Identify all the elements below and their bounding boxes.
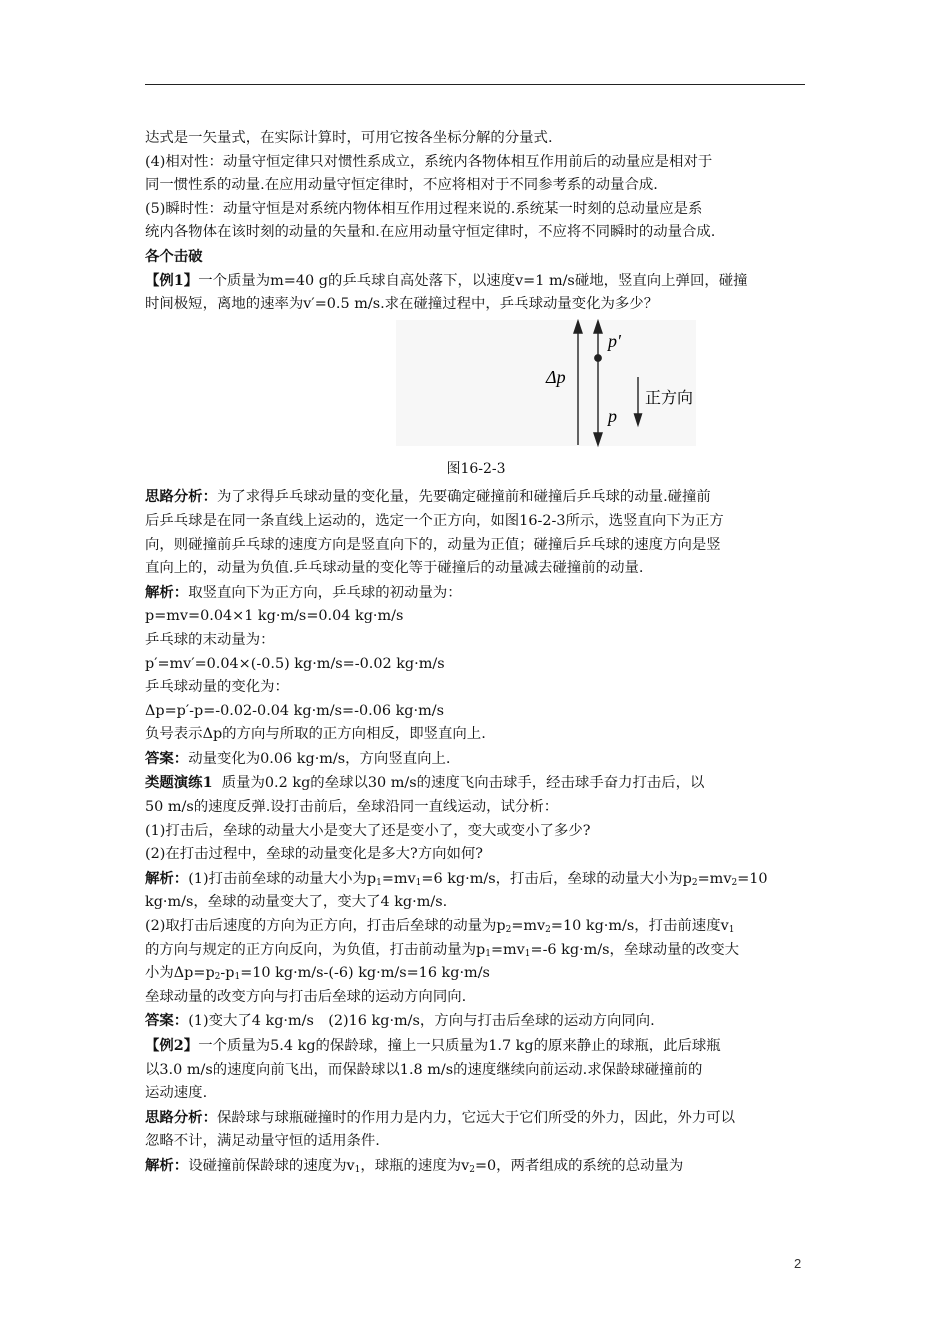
example1-line2: 时间极短，离地的速率为v′=0.5 m/s.求在碰撞过程中，乒乓球动量变化为多少？ [145, 296, 659, 313]
page-content [145, 127, 807, 1179]
header-rule [145, 84, 805, 85]
solution1-line6: Δp=p′-p=-0.02-0.04 kg·m/s=-0.06 kg·m/s [145, 702, 444, 719]
label-delta-p: Δp [546, 366, 566, 387]
practice1-line2: 50 m/s的速度反弹.设打击前后，垒球沿同一直线运动，试分析： [145, 799, 559, 816]
text-line: (4)相对性：动量守恒定律只对惯性系成立，系统内各物体相互作用前后的动量应是相对于 [145, 153, 713, 170]
solution2-label: 解析： [145, 869, 189, 887]
analysis2-line2: 忽略不计，满足动量守恒的适用条件. [145, 1133, 380, 1150]
page-number: 2 [794, 1256, 802, 1271]
solution2-line3: (2)取打击后速度的方向为正方向，打击后垒球的动量为$p_2=mv_2=10$ kg·m/s，打击前速度$v_1$ [145, 918, 735, 936]
label-p-prime: p′ [608, 330, 621, 351]
figure-16-2-3 [145, 317, 807, 457]
solution1-line2: p=mv=0.04×1 kg·m/s=0.04 kg·m/s [145, 608, 404, 625]
solution1-line7: 负号表示Δp的方向与所取的正方向相反，即竖直向上. [145, 726, 486, 743]
example2-line1: 【例2】一个质量为5.4 kg的保龄球，撞上一只质量为1.7 kg的原来静止的球瓶，此后球瓶 [145, 1037, 721, 1054]
analysis2-label: 思路分析： [145, 1108, 217, 1126]
section-heading: 各个击破 [145, 247, 203, 265]
analysis2-line1: 思路分析：保龄球与球瓶碰撞时的作用力是内力，它远大于它们所受的外力，因此，外力可以 [145, 1108, 736, 1126]
solution1-line5: 乒乓球动量的变化为： [145, 679, 289, 696]
practice1-label: 类题演练1 [145, 774, 213, 792]
ball-point [595, 355, 601, 361]
practice1-q1: (1)打击后，垒球的动量大小是变大了还是变小了，变大或变小了多少? [145, 822, 591, 839]
solution2-line5: 小为$\Delta p=p_2-p_1=10$ kg·m/s-(-6) kg·m/s=16 kg·m/s [145, 965, 490, 983]
text-line: 同一惯性系的动量.在应用动量守恒定律时，不应将相对于不同参考系的动量合成. [145, 177, 658, 194]
figure-caption: 图16-2-3 [446, 460, 506, 477]
solution2-line2: kg·m/s，垒球的动量变大了，变大了4 kg·m/s. [145, 894, 448, 911]
solution1-line1: 解析：取竖直向下为正方向，乒乓球的初动量为： [145, 583, 462, 601]
solution3-label: 解析： [145, 1156, 189, 1174]
text-line: 达式是一矢量式，在实际计算时，可用它按各坐标分解的分量式. [145, 130, 553, 146]
analysis1-line3: 向，则碰撞前乒乓球的速度方向是竖直向下的，动量为正值；碰撞后乒乓球的速度方向是竖 [145, 536, 721, 553]
solution2-line6: 垒球动量的改变方向与打击后垒球的运动方向同向. [145, 988, 467, 1005]
text-line: 统内各物体在该时刻的动量的矢量和.在应用动量守恒定律时，不应将不同瞬时的动量合成. [145, 224, 716, 241]
text-line: (5)瞬时性：动量守恒是对系统内物体相互作用过程来说的.系统某一时刻的总动量应是系 [145, 200, 703, 217]
answer1: 答案：动量变化为0.06 kg·m/s，方向竖直向上. [145, 749, 451, 767]
label-positive-direction: 正方向 [645, 387, 694, 407]
example2-label: 【例2】 [145, 1037, 199, 1054]
solution2-line1: 解析：(1)打击前垒球的动量大小为$p_1=mv_1=6$ kg·m/s，打击后，垒球的动量大小为$p_2=mv_2=10$ [145, 869, 768, 888]
example2-line2: 以3.0 m/s的速度向前飞出，而保龄球以1.8 m/s的速度继续向前运动.求保龄球碰撞前的 [145, 1061, 703, 1078]
analysis1-line2: 后乒乓球是在同一条直线上运动的，选定一个正方向，如图16-2-3所示，选竖直向下为正方 [145, 512, 724, 529]
answer1-label: 答案： [145, 749, 189, 767]
example1-label: 【例1】 [145, 271, 199, 289]
practice1-q2: (2)在打击过程中，垒球的动量变化是多大?方向如何? [145, 846, 484, 863]
momentum-diagram [395, 319, 705, 457]
solution2-line4: 的方向与规定的正方向反向，为负值，打击前动量为$p_1=mv_1=-6$ kg·m/s，垒球动量的改变大 [145, 941, 740, 959]
answer2-label: 答案： [145, 1012, 189, 1030]
answer2: 答案：(1)变大了4 kg·m/s (2)16 kg·m/s，方向与打击后垒球的运动方向同向. [145, 1012, 655, 1030]
solution1-line4: p′=mv′=0.04×(-0.5) kg·m/s=-0.02 kg·m/s [145, 655, 445, 672]
solution1-line3: 乒乓球的末动量为： [145, 631, 275, 648]
example2-line3: 运动速度. [145, 1085, 208, 1102]
analysis1-label: 思路分析： [145, 488, 217, 506]
analysis1-line1: 思路分析：为了求得乒乓球动量的变化量，先要确定碰撞前和碰撞后乒乓球的动量.碰撞前 [145, 488, 711, 506]
example1-line1: 【例1】一个质量为m=40 g的乒乓球自高处落下，以速度v=1 m/s碰地，竖直向上弹回，碰撞 [145, 271, 748, 289]
label-p: p [608, 405, 617, 426]
practice1-line1: 类题演练1 质量为0.2 kg的垒球以30 m/s的速度飞向击球手，经击球手奋力打击后，以 [145, 774, 705, 792]
analysis1-line4: 直向上的，动量为负值.乒乓球动量的变化等于碰撞后的动量减去碰撞前的动量. [145, 560, 644, 577]
solution3-line1: 解析：设碰撞前保龄球的速度为$v_1$，球瓶的速度为$v_2=0$，两者组成的系统的总动量为 [145, 1156, 684, 1175]
solution1-label: 解析： [145, 583, 189, 601]
